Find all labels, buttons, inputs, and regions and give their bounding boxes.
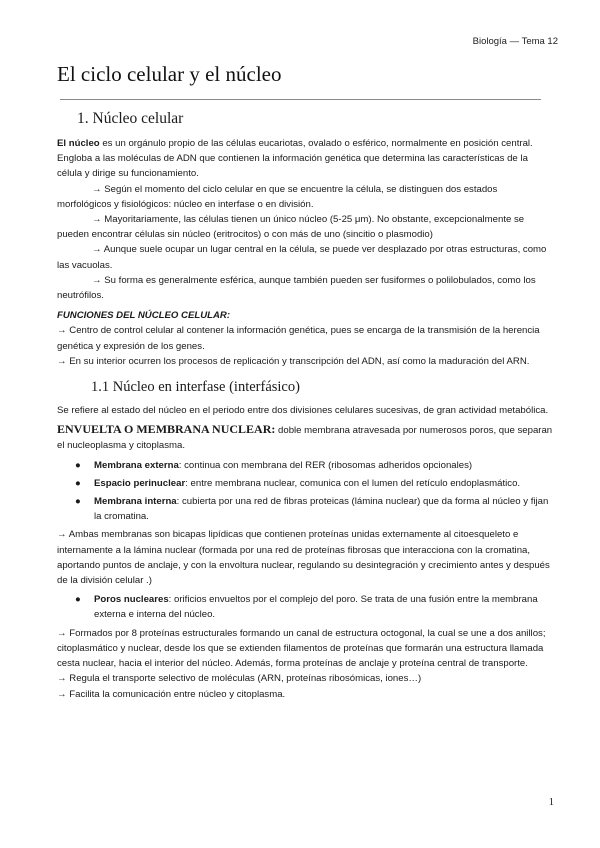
intro-paragraph xyxy=(57,136,554,182)
list-item xyxy=(57,494,554,524)
bullet-icon: ● xyxy=(75,459,81,471)
intro-text: es un orgánulo propio de las células eucariotas, ovalado o esférico, normalmente en posición central. Engloba a las moléculas de ADN que contienen la información genética que determina las características de la célula y dirige su funcionamiento. xyxy=(57,138,533,180)
interphase-intro: Se refiere al estado del núcleo en el periodo entre dos divisiones celulares sucesivas, de gran actividad metabólica. xyxy=(57,405,549,417)
list-text: : continua con membrana del RER (ribosomas adheridos opcionales) xyxy=(178,459,473,471)
pore-note: → Regula el transporte selectivo de moléculas (ARN, proteínas ribosómicas, iones…) xyxy=(57,673,422,685)
functions-title: FUNCIONES DEL NÚCLEO CELULAR: xyxy=(57,310,231,322)
list-item xyxy=(57,592,554,622)
membrane-list xyxy=(57,458,554,525)
bullet-icon: ● xyxy=(75,477,81,489)
list-item xyxy=(57,458,554,473)
envelope-paragraph xyxy=(57,422,554,453)
envelope-heading: ENVUELTA O MEMBRANA NUCLEAR: xyxy=(57,422,276,437)
point-paragraph: → Mayoritariamente, las células tienen un único núcleo (5-25 μm). No obstante, excepcionalmente se pueden encontrar células sin núcleo (eritrocitos) o con más de uno (sincitio o plasmodio) xyxy=(57,214,525,241)
document-body xyxy=(57,108,554,702)
list-term: Membrana interna xyxy=(94,496,177,508)
page-number: 1 xyxy=(548,797,554,808)
list-term: Membrana externa xyxy=(94,459,179,471)
section-heading-1-1: 1.1 Núcleo en interfase (interfásico) xyxy=(91,379,300,396)
list-term: Espacio perinuclear xyxy=(94,477,186,489)
envelope-text: doble membrana atravesada por numerosos poros, que separan el nucleoplasma y citoplasma. xyxy=(57,425,553,452)
bilayer-note: → Ambas membranas son bicapas lipídicas que contienen proteínas unidas externamente al citoesqueleto e internamente a la lámina nuclear (formada por una red de proteínas fibrosas que interacciona con la cromatina, aportando puntos de anclaje, y con la envoltura nuclear, regulando su desintegración y crecimiento antes y después de la división celular .) xyxy=(57,529,550,587)
section-heading-1: 1. Núcleo celular xyxy=(77,110,184,127)
title-divider xyxy=(60,99,541,100)
list-text: : entre membrana nuclear, comunica con el lumen del retículo endoplasmático. xyxy=(185,477,521,489)
point-paragraph: → Su forma es generalmente esférica, aunque también pueden ser fusiformes o polilobulados, como los neutrófilos. xyxy=(57,274,536,302)
function-item: → En su interior ocurren los procesos de replicación y transcripción del ADN, así como la maduración del ARN. xyxy=(57,355,530,367)
list-item xyxy=(57,476,554,491)
function-item: → Centro de control celular al contener la información genética, pues se encarga de la transmisión de la herencia genética y expresión de los genes. xyxy=(57,325,540,352)
page-title: El ciclo celular y el núcleo xyxy=(57,62,282,86)
pores-list xyxy=(57,592,554,622)
point-paragraph: → Aunque suele ocupar un lugar central en la célula, se puede ver desplazado por otras estructuras, como las vacuolas. xyxy=(57,244,547,271)
pore-note: → Facilita la comunicación entre núcleo y citoplasma. xyxy=(57,688,286,700)
list-text: : orificios envueltos por el complejo del poro. Se trata de una fusión entre la membrana externa e interna del núcleo. xyxy=(94,594,538,621)
list-text: : cubierta por una red de fibras proteicas (lámina nuclear) que da forma al núcleo y fijan la cromatina. xyxy=(94,496,549,523)
bullet-icon: ● xyxy=(75,496,81,508)
list-term: Poros nucleares xyxy=(94,594,169,606)
running-header: Biología — Tema 12 xyxy=(472,36,558,47)
intro-term: El núcleo xyxy=(57,138,100,149)
point-paragraph: → Según el momento del ciclo celular en que se encuentre la célula, se distinguen dos estados morfológicos y fisiológicos: núcleo en interfase o en división. xyxy=(57,183,498,210)
bullet-icon: ● xyxy=(75,594,81,606)
pore-note: → Formados por 8 proteínas estructurales formando un canal de estructura octogonal, la cual se une a dos anillos; citoplasmático y nuclear, desde los que se extienden filamentos de proteínas que formarán una estructura llamada cesta nuclear, hacia el interior del núcleo. Además, forma proteínas de anclaje y proteína central de transporte. xyxy=(57,627,546,670)
